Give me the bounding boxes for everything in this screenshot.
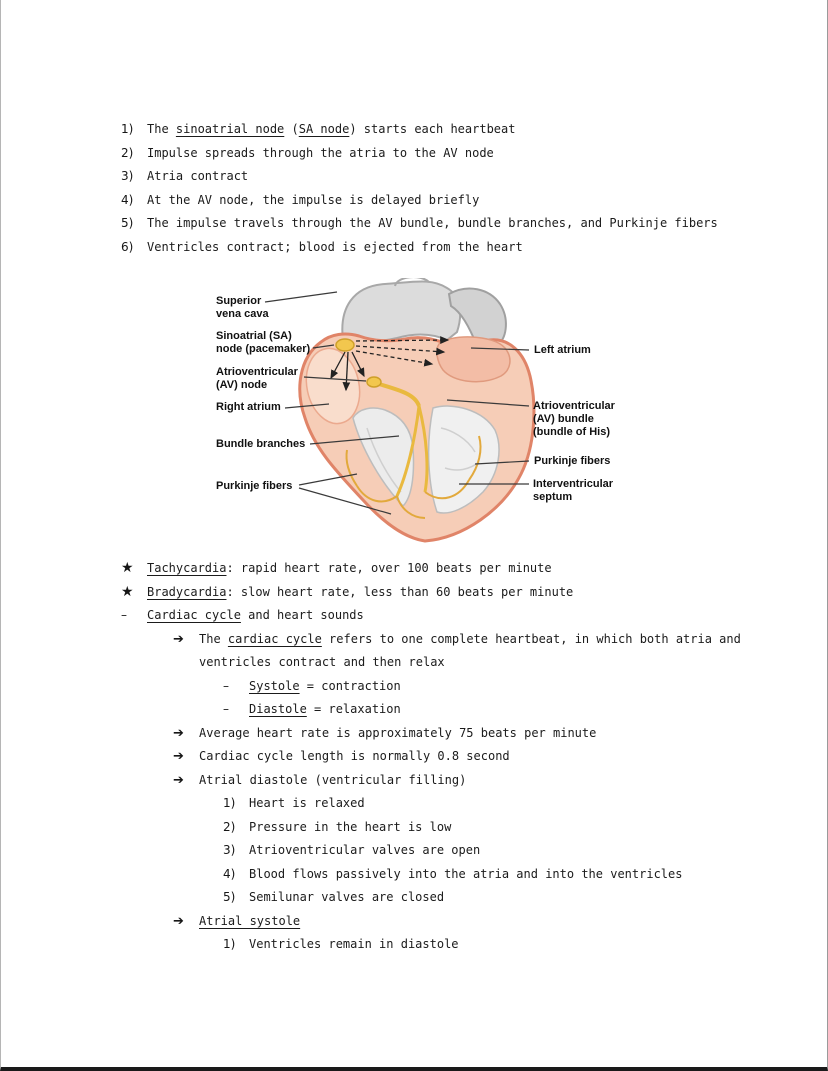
note-line	[121, 745, 815, 769]
note-line	[121, 165, 815, 189]
note-line	[121, 604, 815, 628]
arrow-bullet-icon: ➔	[173, 725, 184, 741]
line-marker: 1)	[121, 122, 134, 136]
note-line	[121, 722, 815, 746]
line-marker: 3)	[223, 843, 236, 857]
heart-illustration	[1, 278, 828, 550]
label-right-atrium: Right atrium	[216, 401, 281, 413]
note-line	[121, 189, 815, 213]
line-text: Average heart rate is approximately 75 beats per minute	[199, 725, 597, 740]
line-text: Atria contract	[147, 169, 249, 183]
star-bullet-icon: ★	[121, 560, 134, 576]
great-vessels	[342, 278, 506, 346]
av-node	[367, 377, 381, 387]
notes-cardiac-cycle	[121, 557, 815, 957]
line-text: Blood flows passively into the atria and into the ventricles	[249, 866, 683, 881]
note-line	[121, 816, 815, 840]
line-marker: 4)	[223, 866, 236, 881]
numbered-list-conduction-steps	[121, 118, 815, 259]
note-line	[121, 581, 815, 605]
star-bullet-icon: ★	[121, 583, 134, 600]
note-line	[121, 910, 815, 934]
line-marker: 6)	[121, 239, 134, 254]
line-marker: –	[223, 678, 229, 693]
note-line	[121, 839, 815, 863]
line-marker: 5)	[223, 890, 236, 904]
line-text: The sinoatrial node (SA node) starts each heartbeat	[147, 122, 516, 136]
line-text: Ventricles contract; blood is ejected from the heart	[147, 239, 523, 254]
line-marker: –	[223, 702, 229, 716]
line-marker: 2)	[223, 819, 236, 834]
heart-conduction-diagram	[1, 278, 828, 550]
note-line	[121, 698, 815, 722]
line-marker: 5)	[121, 216, 134, 230]
line-marker: 3)	[121, 169, 134, 183]
label-left-atrium: Left atrium	[534, 344, 591, 356]
line-text: Bradycardia: slow heart rate, less than 60 beats per minute	[147, 584, 574, 599]
line-text: Diastole = relaxation	[249, 702, 401, 716]
arrow-bullet-icon: ➔	[173, 772, 184, 788]
line-text: The cardiac cycle refers to one complete heartbeat, in which both atria and ventricles contract and then relax	[199, 631, 741, 669]
line-text: The impulse travels through the AV bundle, bundle branches, and Purkinje fibers	[147, 216, 718, 230]
label-av-bundle: Atrioventricular (AV) bundle (bundle of His)	[533, 400, 615, 438]
note-line	[121, 118, 815, 142]
line-marker: –	[121, 608, 127, 622]
line-text: Heart is relaxed	[249, 796, 365, 810]
sa-node	[336, 339, 354, 351]
label-atrioventricular-node: Atrioventricular (AV) node	[216, 366, 298, 391]
line-text: Cardiac cycle length is normally 0.8 second	[199, 749, 510, 763]
note-line	[121, 212, 815, 236]
note-line	[121, 142, 815, 166]
line-text: Semilunar valves are closed	[249, 890, 445, 904]
label-sinoatrial-node: Sinoatrial (SA) node (pacemaker)	[216, 330, 311, 355]
label-interventricular-septum: Interventricular septum	[533, 478, 614, 503]
note-line	[121, 792, 815, 816]
line-text: Tachycardia: rapid heart rate, over 100 beats per minute	[147, 561, 552, 575]
line-text: Cardiac cycle and heart sounds	[147, 608, 364, 622]
arrow-bullet-icon: ➔	[173, 913, 184, 929]
note-line	[121, 933, 815, 957]
label-purkinje-fibers-right: Purkinje fibers	[534, 455, 611, 467]
line-marker: 2)	[121, 145, 134, 160]
line-text: Atrial systole	[199, 913, 301, 928]
line-marker: 1)	[223, 796, 236, 810]
note-line	[121, 628, 815, 675]
line-text: Atrioventricular valves are open	[249, 843, 481, 857]
note-line	[121, 769, 815, 793]
label-purkinje-fibers-left: Purkinje fibers	[216, 480, 293, 492]
left-atrium-chamber	[437, 337, 510, 382]
line-marker: 1)	[223, 937, 236, 951]
note-line	[121, 886, 815, 910]
note-line	[121, 863, 815, 887]
note-line	[121, 236, 815, 260]
line-marker: 4)	[121, 192, 134, 207]
line-text: Pressure in the heart is low	[249, 819, 452, 834]
line-text: Atrial diastole (ventricular filling)	[199, 772, 467, 787]
arrow-bullet-icon: ➔	[173, 631, 184, 647]
line-text: At the AV node, the impulse is delayed briefly	[147, 192, 480, 207]
line-text: Impulse spreads through the atria to the AV node	[147, 145, 494, 160]
note-line	[121, 557, 815, 581]
line-text: Ventricles remain in diastole	[249, 937, 459, 951]
label-bundle-branches: Bundle branches	[216, 438, 306, 450]
arrow-bullet-icon: ➔	[173, 749, 184, 764]
label-superior-vena-cava: Superior vena cava	[216, 295, 269, 320]
line-text: Systole = contraction	[249, 678, 401, 693]
note-line	[121, 675, 815, 699]
